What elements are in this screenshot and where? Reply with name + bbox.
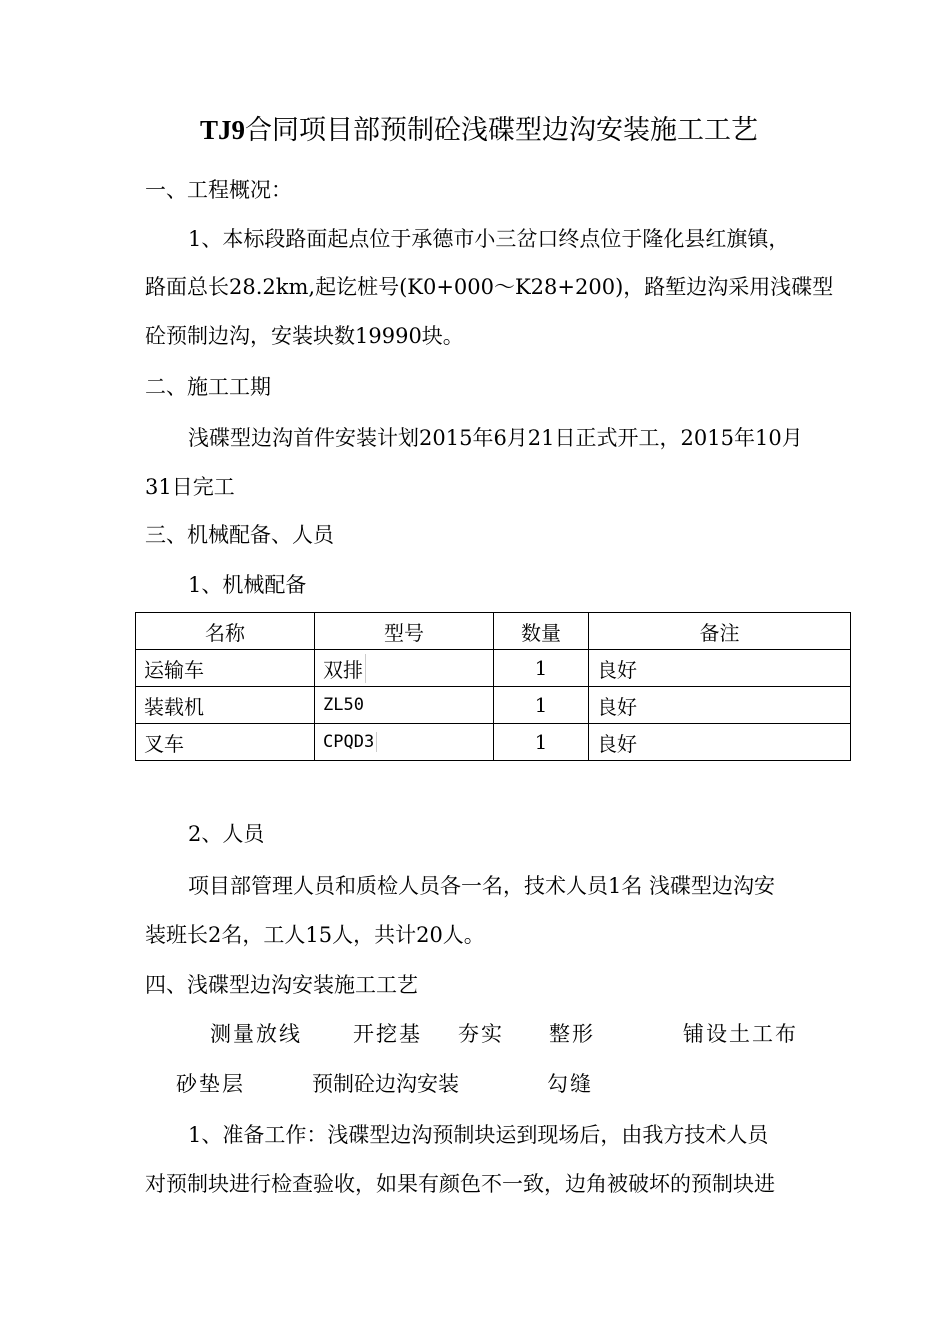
cell-name: 运输车 <box>136 650 315 687</box>
flow-step-1: 测量放线 <box>210 1022 302 1046</box>
title-text: 合同项目部预制砼浅碟型边沟安装施工工艺 <box>245 115 759 146</box>
header-note: 备注 <box>589 613 851 650</box>
cell-model-text: CPQD3 <box>323 732 377 752</box>
section-1-heading: 一、工程概况： <box>145 178 292 202</box>
flow-step-8: 勾缝 <box>547 1072 593 1096</box>
section-4-paragraph-line-1: 1、准备工作：浅碟型边沟预制块运到现场后，由我方技术人员 <box>188 1123 769 1147</box>
section-2-paragraph-line-2: 31日完工 <box>145 475 235 499</box>
section-3-paragraph-line-1: 项目部管理人员和质检人员各一名，技术人员1名 浅碟型边沟安 <box>188 874 776 898</box>
cell-note: 良好 <box>589 687 851 724</box>
cell-model <box>315 724 494 761</box>
machinery-table <box>135 612 851 761</box>
header-model: 型号 <box>315 613 494 650</box>
flow-step-4: 整形 <box>549 1022 595 1046</box>
header-qty: 数量 <box>494 613 589 650</box>
section-1-paragraph-line-2: 路面总长28.2km,起讫桩号(K0+000～K28+200)，路堑边沟采用浅碟型 <box>145 275 834 299</box>
document-title <box>200 112 758 149</box>
cell-name: 装载机 <box>136 687 315 724</box>
title-prefix: TJ9 <box>200 115 246 145</box>
cell-model <box>315 650 494 687</box>
cell-note: 良好 <box>589 724 851 761</box>
table-row <box>136 724 851 761</box>
section-3-sub-2: 2、人员 <box>188 822 265 846</box>
cell-qty: 1 <box>494 724 589 761</box>
section-4-heading: 四、浅碟型边沟安装施工工艺 <box>145 973 418 997</box>
section-3-sub-1: 1、机械配备 <box>188 573 307 597</box>
table-row <box>136 687 851 724</box>
cell-name: 叉车 <box>136 724 315 761</box>
flow-step-6: 砂垫层 <box>176 1072 245 1096</box>
section-1-paragraph-line-1: 1、本标段路面起点位于承德市小三岔口终点位于隆化县红旗镇， <box>188 227 790 251</box>
flow-step-2: 开挖基 <box>353 1022 422 1046</box>
cell-qty: 1 <box>494 687 589 724</box>
section-3-paragraph-line-2: 装班长2名，工人15人，共计20人。 <box>145 923 485 947</box>
section-3-heading: 三、机械配备、人员 <box>145 523 334 547</box>
cell-model: ZL50 <box>315 687 494 724</box>
section-1-paragraph-line-3: 砼预制边沟，安装块数19990块。 <box>145 324 464 348</box>
section-4-paragraph-line-2: 对预制块进行检查验收，如果有颜色不一致，边角被破坏的预制块进 <box>145 1172 775 1196</box>
flow-step-5: 铺设土工布 <box>683 1022 798 1046</box>
header-name: 名称 <box>136 613 315 650</box>
cell-model-text: 双排 <box>323 654 366 683</box>
cell-qty: 1 <box>494 650 589 687</box>
flow-step-7: 预制砼边沟安装 <box>312 1072 459 1096</box>
table-row <box>136 650 851 687</box>
section-2-heading: 二、施工工期 <box>145 375 271 399</box>
cell-note: 良好 <box>589 650 851 687</box>
flow-step-3: 夯实 <box>458 1022 504 1046</box>
table-header-row <box>136 613 851 650</box>
section-2-paragraph-line-1: 浅碟型边沟首件安装计划2015年6月21日正式开工，2015年10月 <box>188 426 803 450</box>
